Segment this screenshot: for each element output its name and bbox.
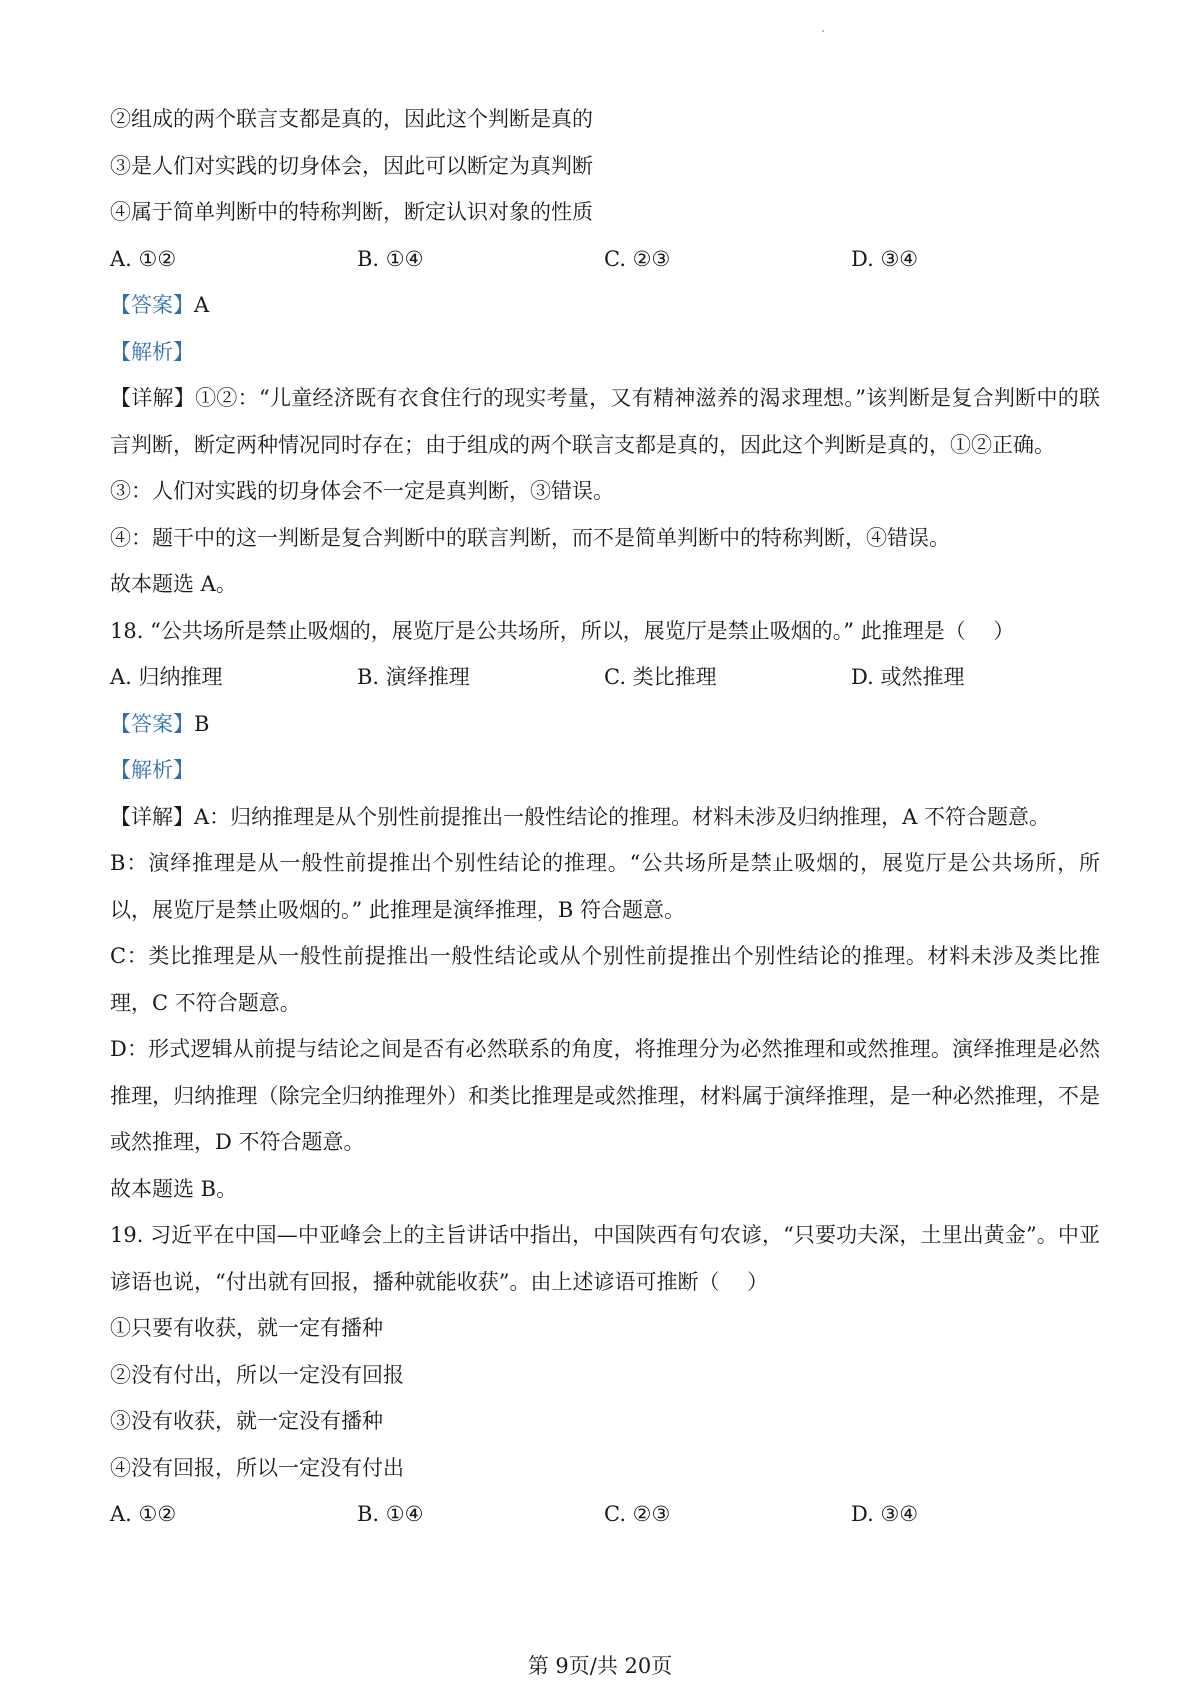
q18-stem: 18. “公共场所是禁止吸烟的，展览厅是公共场所，所以，展览厅是禁止吸烟的。” 此推理是（ ） xyxy=(110,618,1015,643)
q19-statement: ③没有收获，就一定没有播种 xyxy=(110,1409,383,1433)
answer-value: A xyxy=(194,293,210,317)
analysis-tag: 【解析】 xyxy=(110,758,194,782)
q19-stem: 19. 习近平在中国—中亚峰会上的主旨讲话中指出，中国陕西有句农谚，“只要功夫深，土里出黄金”。中亚谚语也说，“付出就有回报，播种就能收获”。由上述谚语可推断（ ） xyxy=(110,1223,1100,1294)
q17-analysis-heading xyxy=(110,329,1100,376)
q17-option-d: D. ③④ xyxy=(851,246,919,271)
q17-options xyxy=(110,236,1100,283)
q19-statement: ②没有付出，所以一定没有回报 xyxy=(110,1362,404,1387)
q17-statement: ④属于简单判断中的特称判断，断定认识对象的性质 xyxy=(110,200,593,224)
detail-tag: 【详解】 xyxy=(110,386,196,410)
q19-option-d: D. ③④ xyxy=(851,1502,919,1526)
q17-statement: ②组成的两个联言支都是真的，因此这个判断是真的 xyxy=(110,107,593,131)
page-number-footer: 第 9页/共 20页 xyxy=(527,1654,673,1678)
q17-conclusion: 故本题选 A。 xyxy=(110,572,237,596)
q18-option-b: B. 演绎推理 xyxy=(357,665,470,689)
detail-text: ①②：“儿童经济既有衣食住行的现实考量，又有精神滋养的渴求理想。”该判断是复合判断中的联言判断，断定两种情况同时存在；由于组成的两个联言支都是真的，因此这个判断是真的，①②正确。 xyxy=(110,386,1100,457)
q17-detail-paragraph xyxy=(110,375,1100,468)
q18-option-a: A. 归纳推理 xyxy=(110,665,223,689)
q18-detail-paragraph: D：形式逻辑从前提与结论之间是否有必然联系的角度，将推理分为必然推理和或然推理。演绎推理是必然推理，归纳推理（除完全归纳推理外）和类比推理是或然推理，材料属于演绎推理，是一种必然推理，不是或然推理，D 不符合题意。 xyxy=(110,1037,1100,1154)
q17-option-a: A. ①② xyxy=(110,246,177,271)
q19-option-b: B. ①④ xyxy=(357,1502,424,1526)
q18-conclusion: 故本题选 B。 xyxy=(110,1176,238,1201)
q18-analysis-heading xyxy=(110,747,1100,794)
scan-speck xyxy=(822,30,824,32)
q18-detail-paragraph: C：类比推理是从一般性前提推出一般性结论或从个别性前提推出个别性结论的推理。材料未涉及类比推理，C 不符合题意。 xyxy=(110,944,1100,1015)
q19-statement: ④没有回报，所以一定没有付出 xyxy=(110,1455,404,1480)
analysis-tag: 【解析】 xyxy=(110,339,194,364)
q18-detail-line xyxy=(110,794,1100,841)
q17-option-c: C. ②③ xyxy=(604,246,671,271)
q19-options xyxy=(110,1491,1100,1538)
detail-text: A：归纳推理是从个别性前提推出一般性结论的推理。材料未涉及归纳推理，A 不符合题意。 xyxy=(194,804,1051,829)
page-content xyxy=(110,96,1100,1538)
q18-answer xyxy=(110,701,1100,748)
q17-option-b: B. ①④ xyxy=(357,246,424,271)
q19-option-a: A. ①② xyxy=(110,1502,177,1526)
q17-statement: ③是人们对实践的切身体会，因此可以断定为真判断 xyxy=(110,153,593,178)
q17-detail-line: ③：人们对实践的切身体会不一定是真判断，③错误。 xyxy=(110,479,614,503)
q17-detail-line: ④：题干中的这一判断是复合判断中的联言判断，而不是简单判断中的特称判断，④错误。 xyxy=(110,525,950,550)
answer-tag: 【答案】 xyxy=(110,293,194,317)
answer-value: B xyxy=(194,711,210,736)
q18-options xyxy=(110,654,1100,701)
q18-option-d: D. 或然推理 xyxy=(851,665,965,689)
detail-tag: 【详解】 xyxy=(110,804,194,829)
q18-detail-paragraph: B：演绎推理是从一般性前提推出个别性结论的推理。“公共场所是禁止吸烟的，展览厅是公共场所，所以，展览厅是禁止吸烟的。” 此推理是演绎推理，B 符合题意。 xyxy=(110,851,1100,922)
q18-option-c: C. 类比推理 xyxy=(604,665,717,689)
answer-tag: 【答案】 xyxy=(110,711,194,736)
q19-option-c: C. ②③ xyxy=(604,1502,671,1526)
q19-statement: ①只要有收获，就一定有播种 xyxy=(110,1316,383,1340)
q17-answer xyxy=(110,282,1100,329)
